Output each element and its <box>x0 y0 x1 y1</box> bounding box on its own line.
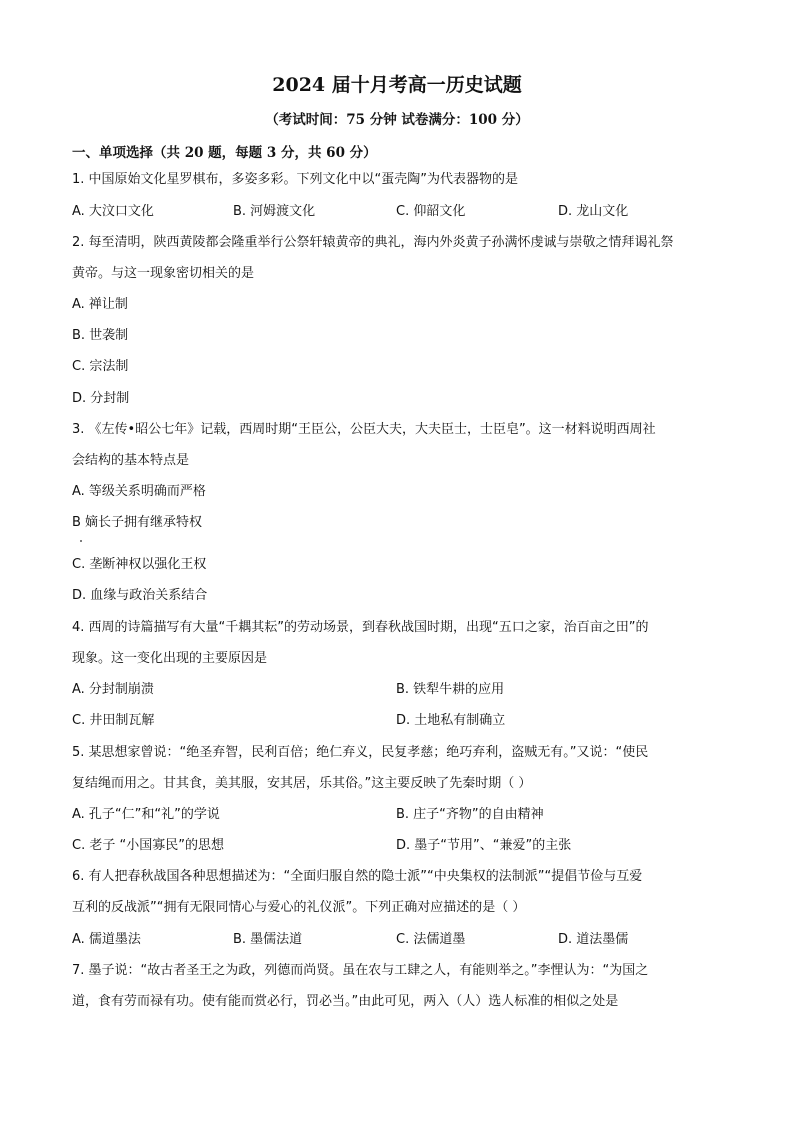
question-4-option-a: A. 分封制崩溃 <box>72 682 154 697</box>
question-5-option-c: C. 老子 “小国寡民”的思想 <box>72 838 224 853</box>
question-2-stem-line-2: 黄帝。与这一现象密切相关的是 <box>72 266 255 281</box>
question-4-option-d: D. 土地私有制确立 <box>396 713 506 728</box>
question-5-option-b: B. 庄子“齐物”的自由精神 <box>396 807 544 822</box>
question-1-option-a: A. 大汶口文化 <box>72 204 154 219</box>
question-7-stem-line-2: 道，食有劳而禄有功。使有能而赏必行，罚必当。”由此可见，两入（人）选人标准的相似之处是 <box>72 994 619 1009</box>
question-6-stem-line-1: 6. 有人把春秋战国各种思想描述为：“全面归服自然的隐士派”“中央集权的法制派”“提倡节俭与互爱 <box>72 869 643 884</box>
question-3-option-d: D. 血缘与政治关系结合 <box>72 588 208 603</box>
question-1-option-b: B. 河姆渡文化 <box>233 204 316 219</box>
question-2-option-c: C. 宗法制 <box>72 359 129 374</box>
stray-dot-mark <box>80 540 82 542</box>
question-2-option-a: A. 禅让制 <box>72 297 128 312</box>
question-2-option-b: B. 世袭制 <box>72 328 129 343</box>
question-5-option-d: D. 墨子“节用”、“兼爱”的主张 <box>396 838 572 853</box>
question-2-option-d: D. 分封制 <box>72 391 130 406</box>
question-1-stem: 1. 中国原始文化星罗棋布，多姿多彩。下列文化中以“蛋壳陶”为代表器物的是 <box>72 172 519 187</box>
page-title: 2024 届十月考高一历史试题 <box>272 74 522 96</box>
question-4-option-b: B. 铁犁牛耕的应用 <box>396 682 505 697</box>
question-6-option-c: C. 法儒道墨 <box>396 932 466 947</box>
question-5-stem-line-2: 复结绳而用之。甘其食，美其服，安其居，乐其俗。”这主要反映了先秦时期（ ） <box>72 776 532 791</box>
question-3-stem-line-1: 3. 《左传•昭公七年》记载，西周时期“王臣公，公臣大夫，大夫臣士，士臣皂”。这一材料说明西周社 <box>72 422 656 437</box>
question-5-stem-line-1: 5. 某思想家曾说：“绝圣弃智，民利百倍；绝仁弃义，民复孝慈；绝巧弃利，盗贼无有。”又说：“使民 <box>72 745 649 760</box>
question-6-option-b: B. 墨儒法道 <box>233 932 303 947</box>
section-heading: 一、单项选择（共 20 题，每题 3 分，共 60 分） <box>72 145 377 161</box>
question-4-stem-line-1: 4. 西周的诗篇描写有大量“千耦其耘”的劳动场景，到春秋战国时期，出现“五口之家，治百亩之田”的 <box>72 620 649 635</box>
question-3-option-b: B 嫡长子拥有继承特权 <box>72 515 203 530</box>
question-2-stem-line-1: 2. 每至清明，陕西黄陵都会隆重举行公祭轩辕黄帝的典礼，海内外炎黄子孙满怀虔诚与崇敬之情拜谒礼祭 <box>72 235 674 250</box>
question-1-option-d: D. 龙山文化 <box>558 204 629 219</box>
question-4-option-c: C. 井田制瓦解 <box>72 713 155 728</box>
question-1-option-c: C. 仰韶文化 <box>396 204 466 219</box>
question-5-option-a: A. 孔子“仁”和“礼”的学说 <box>72 807 220 822</box>
question-6-option-d: D. 道法墨儒 <box>558 932 629 947</box>
question-3-stem-line-2: 会结构的基本特点是 <box>72 453 190 468</box>
exam-info: （考试时间：75 分钟 试卷满分：100 分） <box>265 112 529 128</box>
question-3-option-c: C. 垄断神权以强化王权 <box>72 557 207 572</box>
question-6-stem-line-2: 互利的反战派”“拥有无限同情心与爱心的礼仪派”。下列正确对应描述的是（ ） <box>72 900 526 915</box>
question-4-stem-line-2: 现象。这一变化出现的主要原因是 <box>72 651 268 666</box>
question-6-option-a: A. 儒道墨法 <box>72 932 141 947</box>
question-7-stem-line-1: 7. 墨子说：“故古者圣王之为政，列德而尚贤。虽在农与工肆之人，有能则举之。”李悝认为：“为国之 <box>72 963 649 978</box>
question-3-option-a: A. 等级关系明确而严格 <box>72 484 206 499</box>
